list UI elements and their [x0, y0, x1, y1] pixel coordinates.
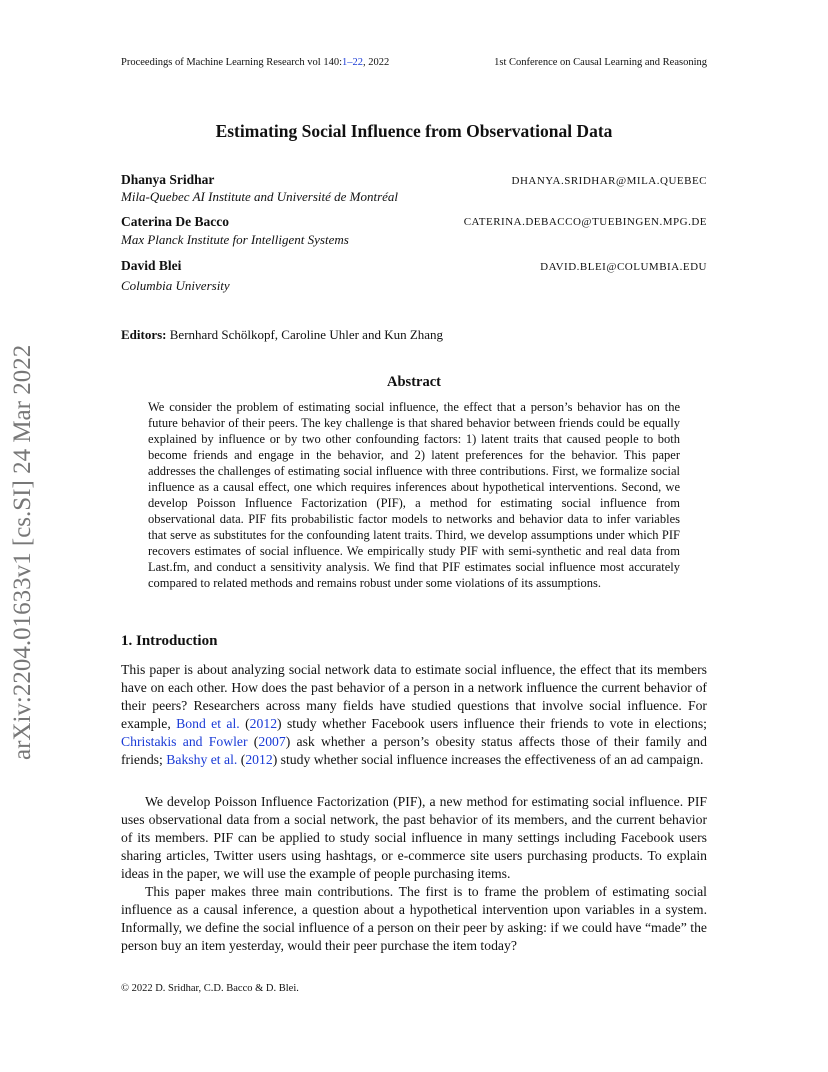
section-heading: 1. Introduction [121, 633, 218, 649]
author-name: David Blei [121, 258, 182, 273]
abstract-heading: Abstract [387, 374, 441, 390]
citation-year-link[interactable]: 2012 [245, 752, 273, 767]
author-affiliation: Mila-Quebec AI Institute and Université de Montréal [121, 189, 399, 204]
citation-link[interactable]: Christakis and Fowler [121, 734, 248, 749]
intro-paragraph-1: This paper is about analyzing social network data to estimate social influence, the effect that its members have on each other. How does the past behavior of a person in a network influence the current behavior of their peers? Researchers across many fields have studied questions that involve social influence. For example, Bond et al. (2012) study whether Facebook users influence their friends to vote in elections; Christakis and Fowler (2007) ask whether a person’s obesity status affects those of their family and friends; Bakshy et al. (2012) study whether social influence increases the effectiveness of an ad campaign. [121, 662, 707, 767]
citation-link[interactable]: Bakshy et al. [166, 752, 238, 767]
running-header-right: 1st Conference on Causal Learning and Reasoning [494, 57, 707, 68]
author-name: Caterina De Bacco [121, 214, 229, 229]
page-range-link[interactable]: 1–22 [342, 57, 364, 68]
author-affiliation: Max Planck Institute for Intelligent Systems [121, 232, 349, 247]
abstract-text: We consider the problem of estimating social influence, the effect that a person’s behavior has on the future behavior of their peers. The key challenge is that shared behavior between friends could be equally explained by influence or by two other confounding factors: 1) latent traits that caused people to both become friends and engage in the behavior, and 2) latent preferences for the behavior. This paper addresses the challenges of estimating social influence with three contributions. First, we formalize social influence as a causal effect, one which requires inferences about hypothetical interventions. Second, we develop Poisson Influence Factorization (PIF), a method for estimating social influence from observational data. PIF fits probabilistic factor models to networks and behavior data to infer variables that serve as substitutes for the confounding latent traits. Third, we develop assumptions under which PIF recovers estimates of social influence. We empirically study PIF with semi-synthetic and real data from Last.fm, and conduct a sensitivity analysis. We find that PIF estimates social influence most accurately compared to related methods and remains robust under some violations of its assumptions. [148, 400, 680, 590]
intro-paragraph-3: This paper makes three main contributions. The first is to frame the problem of estimating social influence as a causal inference, a question about a hypothetical intervention upon variables in a system. Informally, we define the social influence of a person on their peer by asking: if we could have “made” the person buy an item yesterday, would their peer purchase the item today? [121, 884, 707, 953]
arxiv-sidebar-stamp: arXiv:2204.01633v1 [cs.SI] 24 Mar 2022 [9, 344, 36, 760]
editors-line: Editors: Bernhard Schölkopf, Caroline Uhler and Kun Zhang [121, 327, 444, 342]
citation-link[interactable]: Bond et al. [176, 716, 240, 731]
author-name: Dhanya Sridhar [121, 172, 215, 187]
paper-title: Estimating Social Influence from Observational Data [215, 121, 613, 141]
author-email: DHANYA.SRIDHAR@MILA.QUEBEC [511, 175, 707, 187]
citation-year-link[interactable]: 2012 [249, 716, 278, 731]
running-header-left: Proceedings of Machine Learning Research vol 140:1–22, 2022 [121, 57, 390, 68]
copyright-footer: © 2022 D. Sridhar, C.D. Bacco & D. Blei. [121, 983, 299, 994]
citation-year-link[interactable]: 2007 [258, 734, 286, 749]
author-affiliation: Columbia University [121, 278, 230, 293]
author-email: CATERINA.DEBACCO@TUEBINGEN.MPG.DE [463, 216, 707, 228]
author-email: DAVID.BLEI@COLUMBIA.EDU [540, 261, 707, 273]
intro-paragraph-2: We develop Poisson Influence Factorization (PIF), a new method for estimating social influence. PIF uses observational data from a social network, the past behavior of its members, and the current behavior of its members. PIF can be applied to study social influence in many settings including Facebook users sharing articles, Twitter users using hashtags, or e-commerce site users purchasing products. To explain ideas in the paper, we will use the example of people purchasing items. [121, 794, 707, 881]
